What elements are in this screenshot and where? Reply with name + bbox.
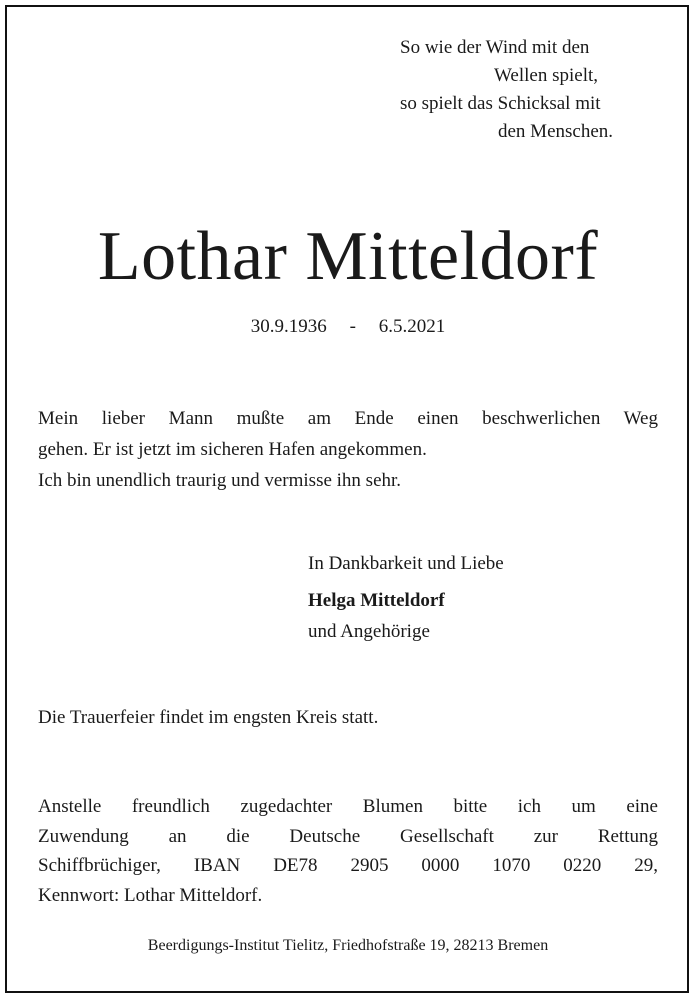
tribute-text xyxy=(38,403,658,496)
donation-line: Anstelle freundlich zugedachter Blumen bitte ich um eine xyxy=(38,796,658,817)
signature-block xyxy=(308,548,648,647)
tribute-line: gehen. Er ist jetzt im sicheren Hafen angekommen. xyxy=(38,439,427,460)
relatives-note: und Angehörige xyxy=(308,621,430,642)
birth-date: 30.9.1936 xyxy=(250,316,327,337)
death-date: 6.5.2021 xyxy=(378,316,446,337)
poem-line: so spielt das Schicksal mit xyxy=(400,93,601,114)
donation-request xyxy=(38,792,658,910)
poem-line: Wellen spielt, xyxy=(494,65,598,86)
date-separator: - xyxy=(349,316,356,337)
ceremony-notice: Die Trauerfeier findet im engsten Kreis statt. xyxy=(38,707,379,728)
donation-line: Zuwendung an die Deutsche Gesellschaft zur Rettung xyxy=(38,825,658,847)
poem-line: den Menschen. xyxy=(498,121,614,142)
tribute-line: Mein lieber Mann mußte am Ende einen beschwerlichen Weg xyxy=(38,408,658,429)
funeral-home-footer: Beerdigungs-Institut Tielitz, Friedhofstraße 19, 28213 Bremen xyxy=(147,937,549,954)
deceased-name: Lothar Mitteldorf xyxy=(97,218,599,295)
closing-phrase: In Dankbarkeit und Liebe xyxy=(308,553,504,574)
poem-line: So wie der Wind mit den xyxy=(400,37,590,58)
poem-quote xyxy=(330,34,650,146)
donation-line: Schiffbrüchiger, IBAN DE78 2905 0000 1070 0220 29, xyxy=(38,855,658,876)
donation-line: Kennwort: Lothar Mitteldorf. xyxy=(38,884,263,906)
life-dates xyxy=(0,314,696,340)
signer-name: Helga Mitteldorf xyxy=(308,590,445,611)
tribute-line: Ich bin unendlich traurig und vermisse ihn sehr. xyxy=(38,470,402,491)
